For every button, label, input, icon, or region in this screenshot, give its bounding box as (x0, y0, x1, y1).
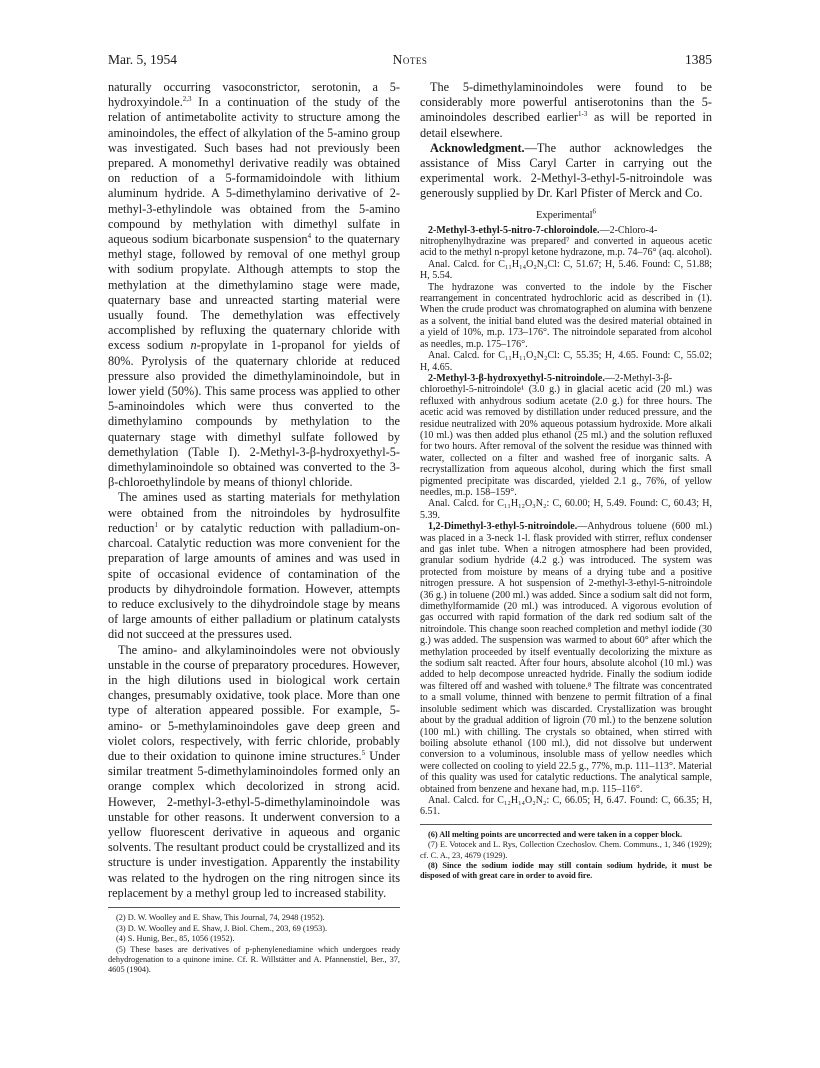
experimental-section (420, 225, 712, 818)
compound-1b-analysis: Anal. Calcd. for C₁₁H₁₁O₂N₂Cl: C, 55.35; H, 4.65. Found: C, 55.02; H, 4.65. (420, 350, 712, 373)
compound-2-analysis: Anal. Calcd. for C₁₁H₁₂O₃N₂: C, 60.00; H, 5.49. Found: C, 60.43; H, 5.39. (420, 498, 712, 521)
footnote-rule (108, 907, 400, 908)
header-page-number: 1385 (685, 52, 712, 67)
compound-1-procedure: The hydrazone was converted to the indole by the Fischer rearrangement in concentrated hydrochloric acid as described in (1). When the crude product was chromatographed on alumina with benzene as a solvent, the initial band eluted was the desired material obtained in a yield of 10%, m.p. 173–176°. The nitroindole separated from alcohol as needles, m.p. 175–176°. (420, 281, 712, 350)
right-footnotes (420, 830, 712, 882)
compound-3: 1,2-Dimethyl-3-ethyl-5-nitroindole.—Anhydrous toluene (600 ml.) was placed in a 3-neck 1-l. flask provided with stirrer, reflux condenser and gas inlet tube. When a nitrogen atmosphere had been provided, granular sodium hydride (4.2 g.) was introduced. The system was protected from moisture by means of a drying tube and a positive nitrogen pressure. A hot suspension of 2-methyl-3-ethyl-5-nitroindole (36 g.) in toluene (200 ml.) was added. Since a sodium salt did not form, dimethylformamide (20 ml.) was introduced. A vigorous evolution of gas occurred with rapid formation of the dark red sodium salt of the nitroindole. This change soon reached completion and methyl iodide (30 g.) was added. The suspension was warmed to about 60° after which the methylation proceeded by itself eventually decolorizing the mixture as the sodium salt reacted. After four hours, absolute alcohol (10 ml.) was added to help decompose unreacted hydride. Finally the sodium iodide was filtered off and washed with toluene.⁸ The filtrate was concentrated to a small volume, thinned with benzene to permit filtration of a final insoluble sediment which was discarded. Crystallization was brought about by the gradual addition of ligroin (70 ml.) to the benzene solution (100 ml.) with chilling. The crystals so obtained, when stirred with boiling absolute ethanol (100 ml.), did not dissolve but underwent conversion to a voluminous, insoluble mass of yellow needles which were collected on cooling to yield 22.5 g., 77%, m.p. 111–113°. Material of this quality was used for catalytic reductions. The analytical sample, obtained from benzene and hexane had, m.p. 115–116°. (420, 521, 712, 795)
compound-2: 2-Methyl-3-β-hydroxyethyl-5-nitroindole.—2-Methyl-3-β-chloroethyl-5-nitroindole¹ (3.0 g.) in glacial acetic acid (20 ml.) was refluxed with anhydrous sodium acetate (2.0 g.) for three hours. The acetic acid was removed by distillation under reduced pressure, and the residue neutralized with 20% aqueous potassium hydroxide. More alkali (10 ml.) was then added plus ethanol (25 ml.) and the solution refluxed for two hours. After removal of the solvent the residue was thinned with water, collected on a filter and washed free of inorganic salts. A recrystallization from aqueous alcohol, during which the first small pigmented precipitate was discarded, yielded 2.1 g., 76%, of yellow needles, m.p. 158–159°. (420, 372, 712, 498)
left-body (108, 80, 400, 901)
compound-1: 2-Methyl-3-ethyl-5-nitro-7-chloroindole.—2-Chloro-4-nitrophenylhydrazine was prepared⁷ and converted in aqueous acetic acid to the methyl n-propyl ketone hydrazone, m.p. 74–76° (aq. alcohol). (420, 224, 712, 259)
left-paragraph-2: The amines used as starting materials for methylation were obtained from the nitroindoles by hydrosulfite reduction$^1$ or by catalytic reduction with palladium-on-charcoal. Catalytic reduction was more convenient for the preparation of large amounts of amines and was used in spite of occasional evidence of contamination of the products by dihydroindole formation. However, attempts to reduce exclusively to the dihydroindole stage by means of large amounts of either palladium or platinum catalysts did not succeed at the pressures used. (108, 490, 400, 642)
footnote-5: (5) These bases are derivatives of p-phenylenediamine which undergoes ready dehydrogenation to a quinone imine. Cf. R. Willstätter and A. Pfannenstiel, Ber., 37, 4605 (1904). (108, 944, 400, 975)
footnote-rule-right (420, 824, 712, 825)
acknowledgment: Acknowledgment.—The author acknowledges the assistance of Miss Caryl Carter in carrying out the experimental work. 2-Methyl-3-ethyl-5-nitroindole was generously supplied by Dr. Karl Pfister of Merck and Co. (420, 140, 712, 201)
running-header (108, 52, 712, 72)
footnote-2: (2) D. W. Woolley and E. Shaw, This Journal, 74, 2948 (1952). (116, 912, 325, 922)
compound-2-title: 2-Methyl-3-β-hydroxyethyl-5-nitroindole. (428, 372, 605, 384)
left-paragraph-3: The amino- and alkylaminoindoles were not obviously unstable in the course of preparatory procedures. However, in the high dilutions used in biological work certain changes, presumably oxidative, took place. More than one type of alteration appeared possible. For example, 5-amino- or 5-methylaminoindoles gave deep green and violet colors, respectively, with ferric chloride, probably due to their oxidation to quinone imine structures.$^5$ Under similar treatment 5-dimethylaminoindoles formed only an orange complex which decolorized in strong acid. However, 2-methyl-3-ethyl-5-dimethylaminoindole was unstable for other reasons. It underwent conversion to a yellow fluorescent derivative in aqueous and organic solvents. The resultant product could be crystallized and its structure is under investigation. Apparently the instability was related to the hydrogen on the ring nitrogen since its replacement by a methyl group led to increased stability. (108, 642, 400, 900)
compound-3-analysis: Anal. Calcd. for C₁₂H₁₄O₂N₂: C, 66.05; H, 6.47. Found: C, 66.35; H, 6.51. (420, 794, 712, 818)
header-section: Notes (392, 52, 428, 67)
right-body (420, 80, 712, 202)
right-paragraph-1: The 5-dimethylaminoindoles were found to be considerably more powerful antiserotonins than the 5-aminoindoles described earlier$^{1-3}$ as will be reported in detail elsewhere. (420, 80, 713, 140)
footnote-6: (6) All melting points are uncorrected and were taken in a copper block. (428, 829, 683, 839)
footnote-7: (7) E. Votocek and L. Rys, Collection Czechoslov. Chem. Communs., 1, 346 (1929); cf. C. A., 23, 4679 (1929). (420, 840, 712, 860)
left-paragraph-1: naturally occurring vasoconstrictor, serotonin, a 5-hydroxyindole.$^{2,3}$ In a continuation of the study of the relation of antimetabolite activity to structure among the aminoindoles, the effect of alkylation of the 5-amino group was investigated. Such bases had not previously been prepared. A monomethyl derivative readily was obtained on reduction of a 5-formamidoindole with lithium aluminum hydride. A 5-dimethylamino derivative of 2-methyl-3-ethylindole was obtained from the 5-amino compound by methylation with dimethyl sulfate in aqueous sodium bicarbonate suspension$^4$ to the quaternary methyl stage, followed by removal of one methyl group with sodium propylate. Although attempts to stop the methylation at the dimethylamino stage were made, quaternary base and unreacted starting material were usually found. The demethylation was effectively accomplished by refluxing the quaternary chloride with excess sodium n-propylate in 1-propanol for yields of 80%. Pyrolysis of the quaternary chloride at reduced pressure also provided the dimethylaminoindole, but in lower yield (50%). This same process was applied to other 5-aminoindoles which were thus converted to the dimethylamino compounds by methylation to the quaternary stage with dimethyl sulfate followed by demethylation (Table I). 2-Methyl-3-β-hydroxyethyl-5-dimethylaminoindole so obtained was converted to the 3-β-chloroethylindole by means of thionyl chloride. (108, 80, 401, 490)
left-footnotes (108, 913, 400, 975)
right-column (420, 80, 712, 882)
acknowledgment-heading: Acknowledgment. (430, 140, 525, 155)
compound-1-title: 2-Methyl-3-ethyl-5-nitro-7-chloroindole. (428, 224, 600, 236)
experimental-heading: Experimental$^6$ (535, 207, 597, 221)
compound-1-analysis: Anal. Calcd. for C₁₁H₁₄O₂N₃Cl: C, 51.67; H, 5.46. Found: C, 51.88; H, 5.54. (420, 258, 712, 282)
footnote-3: (3) D. W. Woolley and E. Shaw, J. Biol. Chem., 203, 69 (1953). (116, 923, 328, 933)
footnote-4: (4) S. Hunig, Ber., 85, 1056 (1952). (116, 934, 235, 944)
header-date: Mar. 5, 1954 (108, 52, 177, 67)
compound-3-title: 1,2-Dimethyl-3-ethyl-5-nitroindole. (428, 521, 578, 533)
left-column (108, 80, 400, 976)
footnote-8: (8) Since the sodium iodide may still contain sodium hydride, it must be disposed of with great care in order to avoid fire. (420, 861, 712, 881)
